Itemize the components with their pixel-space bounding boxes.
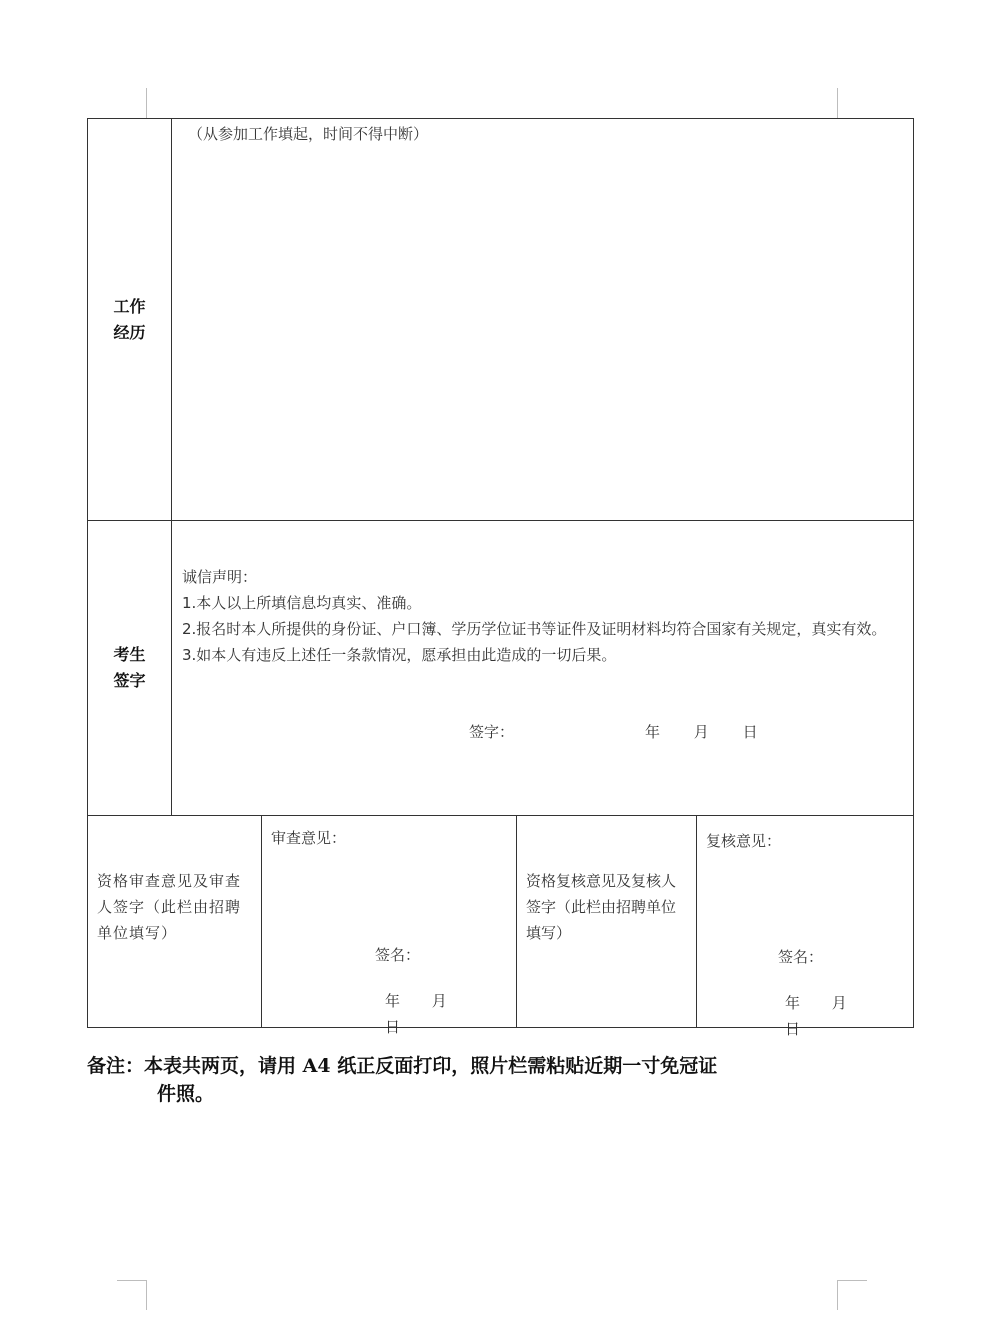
review-opinion-title: 审查意见：	[271, 829, 347, 847]
date-day-label: 日	[742, 723, 758, 741]
crop-mark-bottom-right-h	[837, 1280, 867, 1281]
date-year-label: 年	[645, 723, 661, 741]
declaration-item-1: 1.本人以上所填信息均真实、准确。	[182, 594, 422, 612]
candidate-signature-label-line2: 签字	[113, 671, 146, 690]
qualification-review-label: 资格审查意见及审查人签字（此栏由招聘单位填写）	[97, 872, 242, 942]
candidate-sign-date	[645, 719, 787, 745]
work-history-label-line1: 工作	[113, 296, 146, 316]
qualification-recheck-label: 资格复核意见及复核人签字（此栏由招聘单位填写）	[526, 872, 677, 942]
declaration-item-2: 2.报名时本人所提供的身份证、户口簿、学历学位证书等证件及证明材料均符合国家有关规定，真实有效。	[182, 620, 887, 638]
qualification-review-label-cell	[88, 816, 262, 1028]
work-history-label-line2: 经历	[113, 322, 146, 342]
work-history-label	[88, 119, 172, 521]
qualification-review-opinion-field[interactable]	[262, 816, 517, 1036]
date-day-label: 日	[785, 1020, 801, 1038]
date-month-label: 月	[693, 723, 709, 741]
form-note	[87, 1052, 847, 1108]
date-year-label: 年	[385, 992, 401, 1010]
work-history-field[interactable]	[172, 119, 914, 521]
review-row	[88, 816, 914, 1028]
recheck-opinion-title: 复核意见：	[706, 832, 782, 850]
declaration-text	[182, 564, 907, 668]
crop-mark-bottom-left-v	[146, 1280, 147, 1310]
qualification-recheck-label-cell	[517, 816, 697, 1028]
recheck-sign-date	[785, 990, 913, 1042]
crop-mark-bottom-left-h	[117, 1280, 147, 1281]
review-sign-label: 签名：	[375, 946, 421, 964]
date-day-label: 日	[385, 1018, 401, 1036]
crop-mark-top-right-v	[837, 88, 838, 118]
crop-mark-bottom-right-v	[837, 1280, 838, 1310]
work-history-row	[88, 119, 914, 521]
candidate-signature-label-line1: 考生	[113, 645, 146, 664]
qualification-recheck-opinion-field[interactable]	[697, 816, 914, 1038]
date-month-label: 月	[831, 994, 847, 1012]
candidate-signature-label	[88, 521, 172, 816]
note-line-1: 备注：本表共两页，请用 A4 纸正反面打印，照片栏需粘贴近期一寸免冠证	[87, 1055, 718, 1077]
candidate-signature-row	[88, 521, 914, 816]
crop-mark-top-left-v	[146, 88, 147, 118]
note-line-2: 件照。	[157, 1083, 215, 1105]
application-form-table	[87, 118, 914, 1038]
declaration-title: 诚信声明：	[182, 568, 258, 586]
declaration-cell	[172, 521, 914, 816]
work-history-hint: （从参加工作填起，时间不得中断）	[188, 125, 429, 143]
declaration-item-3: 3.如本人有违反上述任一条款情况，愿承担由此造成的一切后果。	[182, 646, 617, 664]
candidate-sign-label: 签字：	[469, 723, 515, 741]
review-sign-date	[385, 988, 516, 1040]
date-month-label: 月	[431, 992, 447, 1010]
date-year-label: 年	[785, 994, 801, 1012]
recheck-sign-label: 签名：	[778, 948, 824, 966]
